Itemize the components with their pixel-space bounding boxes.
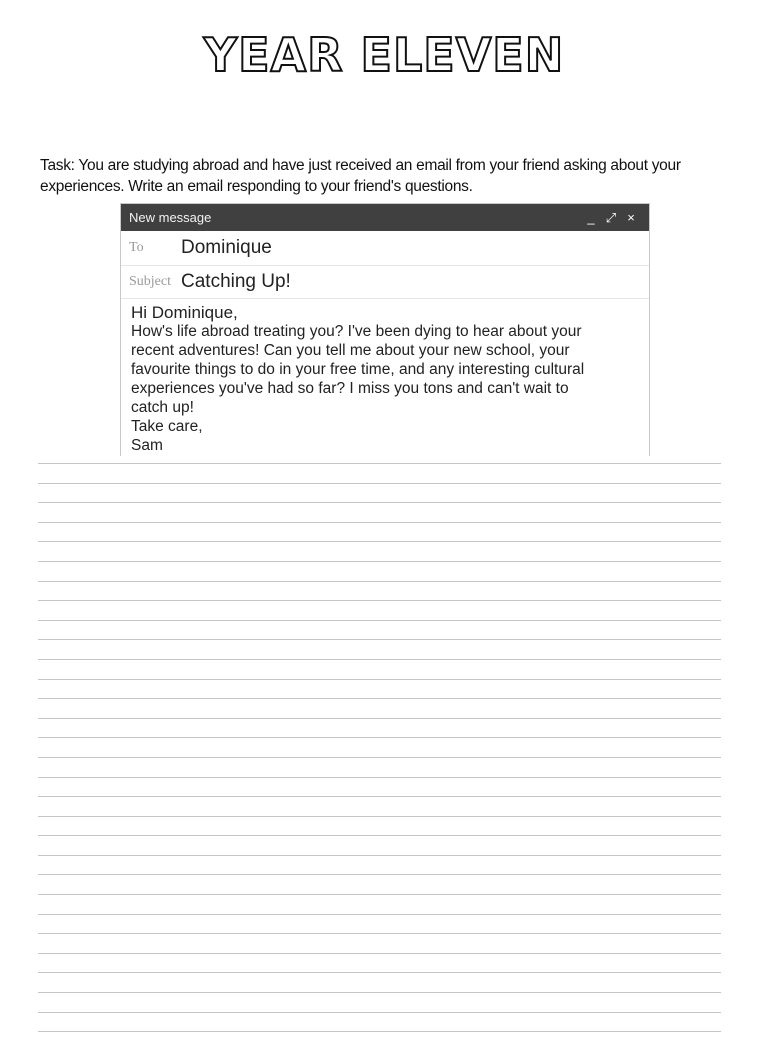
email-body-line: How's life abroad treating you? I've been dying to hear about your (131, 323, 582, 340)
email-body-line: Take care, (131, 418, 203, 435)
worksheet-title: YEAR ELEVEN (203, 28, 565, 82)
writing-line (38, 737, 721, 757)
email-body-line: experiences you've had so far? I miss you tons and can't wait to (131, 380, 569, 397)
writing-line (38, 972, 721, 992)
writing-line (38, 581, 721, 601)
close-icon[interactable]: × (627, 210, 635, 225)
writing-line (38, 816, 721, 836)
subject-field-row[interactable] (121, 266, 649, 299)
email-compose-window (120, 203, 650, 456)
to-label: To (129, 240, 144, 255)
writing-line (38, 835, 721, 855)
subject-field[interactable]: Catching Up! (181, 271, 291, 292)
writing-line (38, 463, 721, 483)
email-window-title: New message (129, 210, 212, 225)
expand-icon[interactable]: ⤢ (605, 209, 617, 225)
writing-line (38, 894, 721, 914)
writing-line (38, 718, 721, 738)
writing-line (38, 600, 721, 620)
writing-line (38, 522, 721, 542)
email-body-line: catch up! (131, 399, 194, 416)
writing-line (38, 679, 721, 699)
to-field-row[interactable] (121, 231, 649, 266)
email-body-line: favourite things to do in your free time, and any interesting cultural (131, 361, 585, 378)
writing-line (38, 933, 721, 953)
writing-area[interactable] (38, 463, 721, 1051)
writing-line (38, 757, 721, 777)
writing-line (38, 855, 721, 875)
minimize-icon[interactable]: _ (587, 210, 595, 225)
writing-line (38, 953, 721, 973)
writing-line (38, 639, 721, 659)
writing-line (38, 914, 721, 934)
task-line: experiences. Write an email responding to your friend's questions. (40, 178, 473, 195)
writing-line (38, 541, 721, 561)
writing-line (38, 659, 721, 679)
writing-line (38, 698, 721, 718)
writing-line (38, 561, 721, 581)
writing-line (38, 1012, 721, 1032)
to-field[interactable]: Dominique (181, 237, 272, 258)
writing-line (38, 796, 721, 816)
email-body[interactable] (121, 299, 649, 455)
email-body-line: recent adventures! Can you tell me about your new school, your (131, 342, 570, 359)
writing-line (38, 502, 721, 522)
writing-line (38, 620, 721, 640)
writing-line (38, 483, 721, 503)
email-header-bar (121, 204, 649, 231)
task-line: Task: You are studying abroad and have just received an email from your friend asking about your (40, 157, 681, 174)
writing-line (38, 1031, 721, 1051)
email-body-line: Hi Dominique, (131, 303, 238, 322)
writing-line (38, 992, 721, 1012)
task-instructions (40, 155, 740, 197)
writing-line (38, 874, 721, 894)
subject-label: Subject (129, 274, 171, 289)
writing-line (38, 777, 721, 797)
email-body-line: Sam (131, 437, 163, 454)
